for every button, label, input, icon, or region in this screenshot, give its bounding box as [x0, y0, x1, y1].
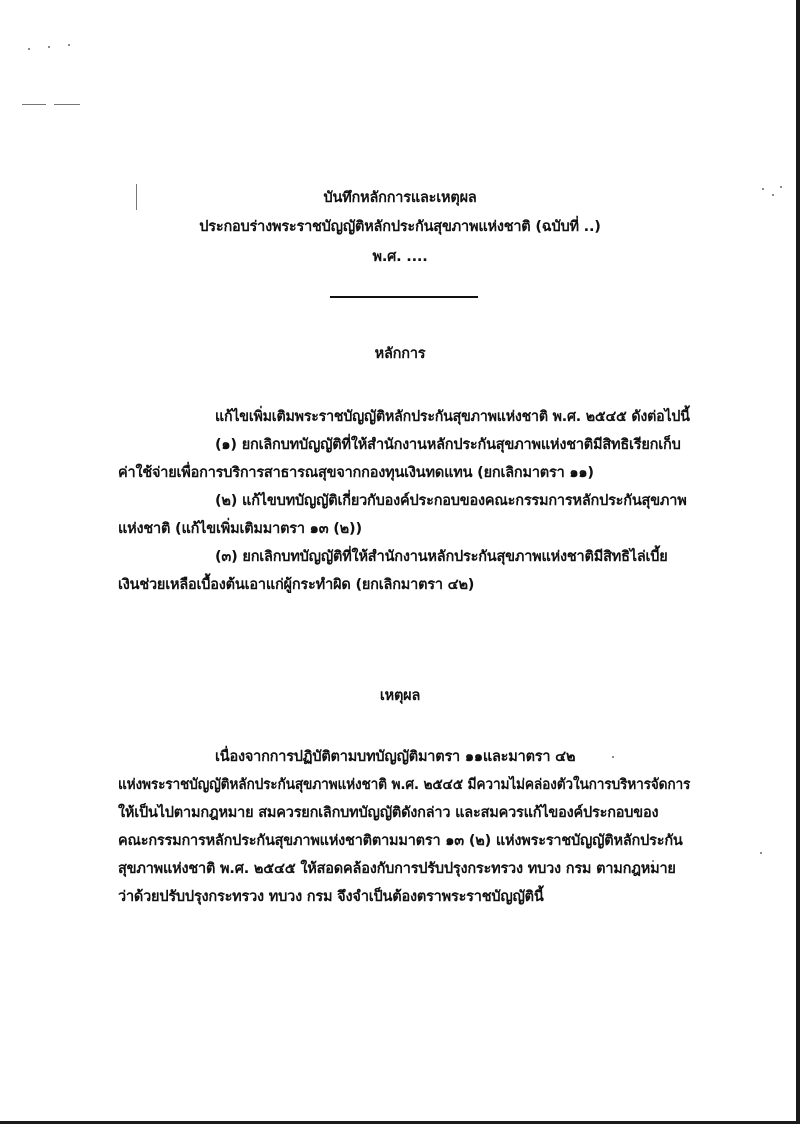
principle-heading: หลักการ — [374, 346, 426, 362]
scan-dot — [48, 46, 50, 48]
reason-line: ให้เป็นไปตามกฎหมาย สมควรยกเลิกบทบัญญัติดังกล่าว และสมควรแก้ไของค์ประกอบของ — [118, 805, 659, 821]
reason-line: เนื่องจากการปฏิบัติตามบทบัญญัติมาตรา ๑๑และมาตรา ๔๒ — [215, 749, 576, 765]
principle-line: แห่งชาติ (แก้ไขเพิ่มเติมมาตรา ๑๓ (๒)) — [118, 521, 362, 537]
scan-mark — [22, 104, 46, 105]
reason-line: ว่าด้วยปรับปรุงกระทรวง ทบวง กรม จึงจำเป็นต้องตราพระราชบัญญัตินี้ — [118, 889, 544, 905]
scan-mark — [54, 104, 80, 105]
title-divider — [330, 296, 478, 298]
principle-line: (๓) ยกเลิกบทบัญญัติที่ให้สำนักงานหลักประกันสุขภาพแห่งชาติมีสิทธิไล่เบี้ย — [215, 549, 668, 565]
scan-dot — [612, 756, 614, 758]
scan-dot — [760, 852, 762, 854]
principle-line: เงินช่วยเหลือเบื้องต้นเอาแก่ผู้กระทำผิด (ยกเลิกมาตรา ๔๒) — [118, 577, 475, 593]
scan-dot — [28, 48, 30, 50]
scan-dot — [68, 44, 70, 46]
document-title: บันทึกหลักการและเหตุผล — [323, 190, 477, 206]
principle-line: (๒) แก้ไขบทบัญญัติเกี่ยวกับองค์ประกอบของคณะกรรมการหลักประกันสุขภาพ — [215, 493, 687, 509]
principle-line: ค่าใช้จ่ายเพื่อการบริการสาธารณสุขจากกองทุนเงินทดแทน (ยกเลิกมาตรา ๑๑) — [118, 465, 594, 481]
principle-line: แก้ไขเพิ่มเติมพระราชบัญญัติหลักประกันสุขภาพแห่งชาติ พ.ศ. ๒๕๔๕ ดังต่อไปนี้ — [215, 409, 690, 425]
reason-heading: เหตุผล — [379, 688, 421, 704]
reason-line: สุขภาพแห่งชาติ พ.ศ. ๒๕๔๕ ให้สอดคล้องกับการปรับปรุงกระทรวง ทบวง กรม ตามกฎหมาย — [118, 861, 676, 877]
page-edge-right — [796, 0, 800, 1124]
principle-line: (๑) ยกเลิกบทบัญญัติที่ให้สำนักงานหลักประกันสุขภาพแห่งชาติมีสิทธิเรียกเก็บ — [215, 437, 681, 453]
document-subtitle: ประกอบร่างพระราชบัญญัติหลักประกันสุขภาพแห่งชาติ (ฉบับที่ ..) — [199, 219, 601, 235]
document-year: พ.ศ. .... — [372, 249, 428, 265]
reason-line: แห่งพระราชบัญญัติหลักประกันสุขภาพแห่งชาติ พ.ศ. ๒๕๔๕ มีความไม่คล่องตัวในการบริหารจัดการ — [118, 777, 691, 793]
reason-line: คณะกรรมการหลักประกันสุขภาพแห่งชาติตามมาตรา ๑๓ (๒) แห่งพระราชบัญญัติหลักประกัน — [118, 833, 683, 849]
